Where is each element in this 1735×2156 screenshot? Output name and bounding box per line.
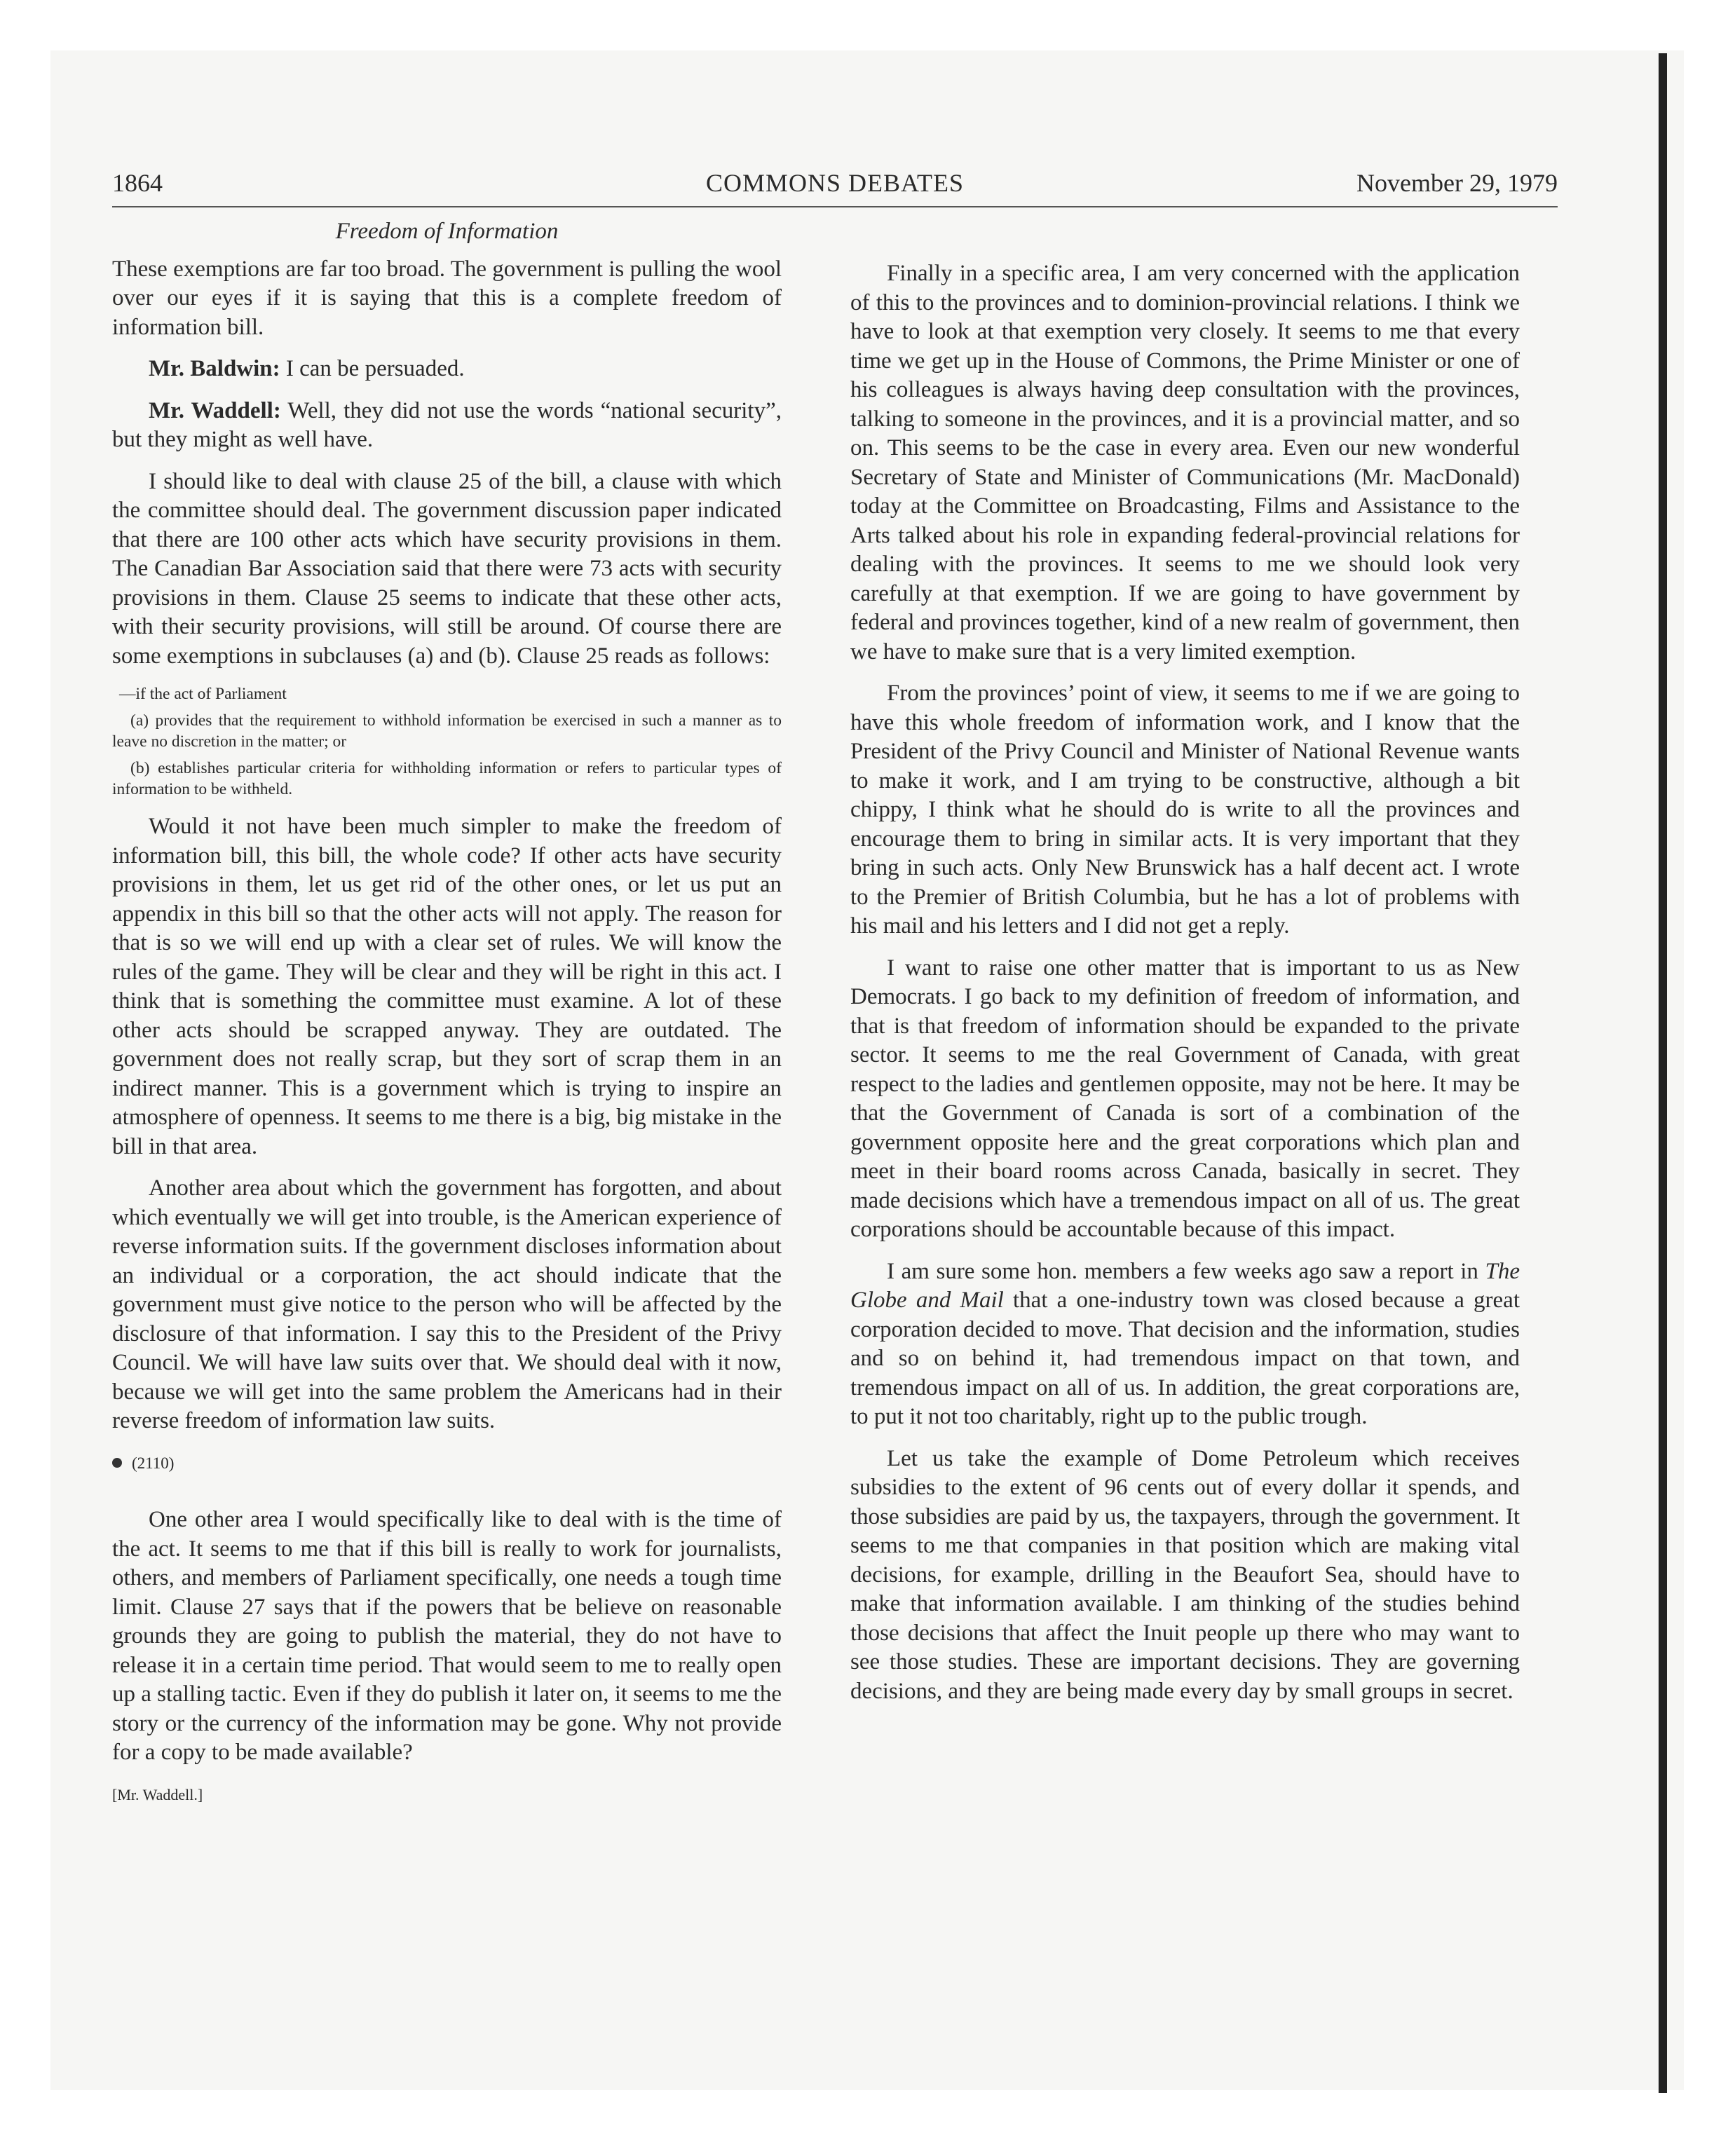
- running-header: [112, 165, 1558, 207]
- speaker-footnote: [Mr. Waddell.]: [112, 1785, 203, 1803]
- paragraph: Finally in a specific area, I am very concerned with the application of this to the provinces and to dominion-provincial relations. I think we have to look at that exemption very closely. It seems to me that every time we get up in the House of Commons, the Prime Minister or one of his colleagues is always having deep consultation with the provinces, talking to someone in the provinces, and it is a provincial matter, and so on. This seems to be the case in every area. Even our new wonderful Secretary of State and Minister of Communications (Mr. MacDonald) today at the Committee on Broadcasting, Films and Assistance to the Arts talked about his role in expanding federal-provincial relations for dealing with the provinces. It seems to me we should look very carefully at that exemption. If we are going to have government by federal and provinces together, kind of a new realm of government, then we have to make sure that is a very limited exemption.: [850, 261, 1520, 664]
- speech-text: I can be persuaded.: [280, 356, 465, 381]
- bullet-icon: [112, 1458, 122, 1468]
- time-marker: [112, 1449, 782, 1478]
- time-marker-text: (2110): [132, 1454, 175, 1472]
- speaker-name: Mr. Waddell:: [149, 397, 281, 423]
- paragraph: Another area about which the government has forgotten, and about which eventually we will get into trouble, is the American experience of reverse information suits. If the government discloses information about an individual or a corporation, the act should indicate that the government must give notice to the person who will be affected by the disclosure of that information. I say this to the President of the Privy Council. We will have law suits over that. We should deal with it now, because we will get into the same problem the Americans had in their reverse freedom of information law suits.: [112, 1175, 782, 1433]
- paragraph: Let us take the example of Dome Petroleum which receives subsidies to the extent of 96 cents out of every dollar it spends, and those subsidies are paid by us, the taxpayers, through the government. It seems to me that companies in that position which are making vital decisions, for example, drilling in the Beaufort Sea, should have to make that information available. I am thinking of the studies behind those decisions that affect the Inuit people up there who may want to see those studies. These are important decisions. They are governing decisions, and they are being made every day by small groups in secret.: [850, 1445, 1520, 1704]
- left-column: [112, 217, 782, 1809]
- page-binding-edge: [1659, 53, 1667, 2093]
- section-title: Freedom of Information: [335, 219, 559, 244]
- paragraph: Would it not have been much simpler to make the freedom of information bill, this bill, the whole code? If other acts have security provisions in them, let us get rid of the other ones, or let us put an appendix in this bill so that the other acts will not apply. The reason for that is so we will end up with a clear set of rules. We will know the rules of the game. They will be clear and they will be right in this act. I think that is something the committee must examine. A lot of these other acts should be scrapped anyway. They are outdated. The government does not really scrap, but they sort of scrap them in an indirect manner. This is a government which is trying to inspire an atmosphere of openness. It seems to me there is a big, big mistake in the bill in that area.: [112, 814, 782, 1159]
- paragraph: One other area I would specifically like to deal with is the time of the act. It seems to me that if this bill is really to work for journalists, others, and members of Parliament specifically, one needs a tough time limit. Clause 27 says that if the powers that be believe on reasonable grounds they are going to publish the material, they do not have to release it in a certain time period. That would seem to me to really open up a stalling tactic. Even if they do publish it later on, it seems to me the story or the currency of the information may be gone. Why not provide for a copy to be made available?: [112, 1507, 782, 1765]
- paragraph: From the provinces’ point of view, it seems to me if we are going to have this whole freedom of information work, and I know that the President of the Privy Council and Minister of National Revenue wants to make it work, and I am trying to be constructive, although a bit chippy, I think what he should do is write to all the provinces and encourage them to bring in similar acts. It is very important that they bring in such acts. Only New Brunswick has a half decent act. I wrote to the Premier of British Columbia, but he has a lot of problems with his mail and his letters and I did not get a reply.: [850, 681, 1520, 939]
- page-number: 1864: [112, 169, 163, 197]
- speech-baldwin: [112, 355, 782, 384]
- block-quote: [112, 683, 782, 800]
- speech-text: Well, they did not use the words “national security”, but they might as well have.: [112, 397, 782, 452]
- text-run: I am sure some hon. members a few weeks ago saw a report in: [887, 1258, 1485, 1284]
- quote-item-b: (b) establishes particular criteria for withholding information or refers to particular types of information to be withheld.: [112, 759, 782, 798]
- quote-lead: —if the act of Parliament: [119, 685, 287, 703]
- text-run: that a one-industry town was closed because a great corporation decided to move. That decision and the information, studies and so on behind it, had tremendous impact on that town, and tremendous impact on all of us. In addition, the great corporations are, to put it not too charitably, right up to the public trough.: [850, 1288, 1520, 1429]
- quote-item-a: (a) provides that the requirement to withhold information be exercised in such a manner as to leave no discretion in the matter; or: [112, 711, 782, 751]
- speech-waddell: [112, 397, 782, 455]
- speaker-name: Mr. Baldwin:: [149, 356, 280, 381]
- header-date: November 29, 1979: [1356, 169, 1558, 197]
- document-page: [112, 165, 1558, 1960]
- paragraph: I should like to deal with clause 25 of the bill, a clause with which the committee should deal. The government discussion paper indicated that there are 100 other acts which have security provisions in them. The Canadian Bar Association said that there were 73 acts with security provisions in them. Clause 25 seems to indicate that these other acts, with their security provisions, will still be around. Of course there are some exemptions in subclauses (a) and (b). Clause 25 reads as follows:: [112, 468, 782, 669]
- paragraph: I want to raise one other matter that is important to us as New Democrats. I go back to my definition of freedom of information, and that is that freedom of information should be expanded to the private sector. It seems to me the real Government of Canada, with great respect to the ladies and gentlemen opposite, may not be here. It may be that the Government of Canada is sort of a combination of the government opposite here and the great corporations which plan and meet in their board rooms across Canada, basically in secret. They made decisions which have a tremendous impact on all of us. The great corporations should be accountable because of this impact.: [850, 955, 1520, 1242]
- paragraph: These exemptions are far too broad. The government is pulling the wool over our eyes if it is saying that this is a complete freedom of information bill.: [112, 256, 782, 340]
- publication-title: COMMONS DEBATES: [705, 169, 965, 197]
- newspaper-title: The Globe and Mail: [850, 1258, 1520, 1313]
- right-column: [850, 259, 1520, 1719]
- paragraph: [850, 1257, 1520, 1432]
